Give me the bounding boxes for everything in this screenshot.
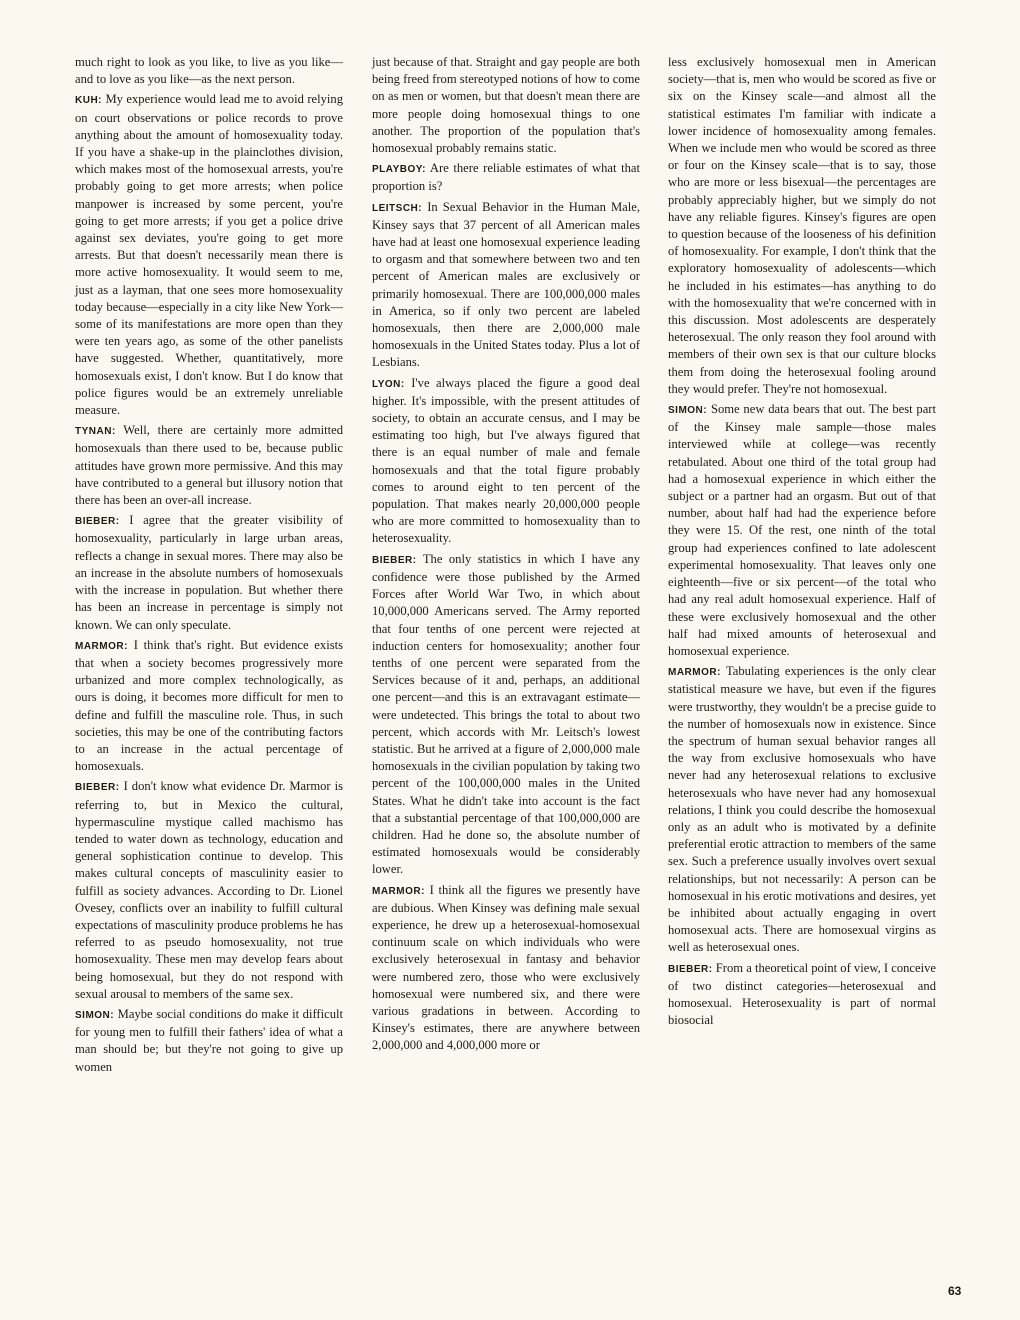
paragraph-text: just because of that. Straight and gay people are both being freed from stereotyped notions of how to come on as men or women, but that doesn't mean there are more people doing homosexual things to one another. The proportion of the population that's homosexual probably remains static. [372,55,640,156]
speaker-label: MARMOR: [75,640,128,652]
speaker-label: TYNAN: [75,426,116,438]
paragraph [75,422,343,509]
paragraph-text: In Sexual Behavior in the Human Male, Kinsey says that 37 percent of all American males have had at least one homosexual experience leading to orgasm and that somewhere between two and ten percent of American males are exclusively or primarily homosexual. There are 100,000,000 males in America, so if only two percent are labeled homosexuals, then there are 2,000,000 male homosexuals in the United States today. Plus a lot of Lesbians. [372,199,640,370]
paragraph [372,160,640,195]
text-column-left [75,54,343,1079]
paragraph-text: From a theoretical point of view, I conceive of two distinct categories—heterosexual and homosexual. Heterosexuality is part of normal biosocial [668,960,936,1028]
paragraph-text: less exclusively homosexual men in American society—that is, men who would be scored as five or six on the Kinsey scale—and almost all the statistical estimates I'm familiar with indicate a lower incidence of homosexuality among females. When we include men who would be scored as three or four on the Kinsey scale—that is to say, those who are more or less bisexual—the percentages are probably appreciably higher, but we simply do not have any reliable figures. Kinsey's figures are open to question because of the looseness of his definition of homosexuality. For example, I don't think that the exploratory homosexuality of adolescents—which he included in his estimates—has anything to do with the homosexuality that we're concerned with in this discussion. Most adolescents are desperately heterosexual. The only reason they fool around with members of their own sex is that our culture blocks them from doing the heterosexual fooling around they would prefer. They're not homosexual. [668,55,936,396]
paragraph-text: My experience would lead me to avoid relying on court observations or police records to prove anything about the amount of homosexuality today. If you have a shake-up in the plainclothes division, which makes most of the homosexual arrests, you're probably going to get more arrests; when police manpower is increased by some percent, you're going to get more arrests; if you get a police drive against sex deviates, you're going to get more arrests. But that doesn't necessarily mean there is more active homosexuality. It would seem to me, just as a layman, that one sees more homosexuality today because—especially in a city like New York—some of its manifestations are more open than they were ten years ago, as some of the other panelists have suggested. Whether, quantitatively, more homosexuals exist, I don't know. But I do know that police figures would be an extremely unreliable measure. [75,92,344,418]
paragraph-text: Tabulating experiences is the only clear statistical measure we have, but even if the figures were trustworthy, they wouldn't be a precise guide to the number of homosexuals now in existence. Since the spectrum of human sexual behavior ranges all the way from exclusive homosexuals who have never had any heterosexual relations to exclusive heterosexuals who have never had any homosexual relations, I think you could describe the homosexual only as an adult who is motivated by a definite preferential erotic attraction to members of the same sex. Such a preference usually involves overt sexual relationships, but not necessarily: A person can be homosexual in his erotic motivations and desires, yet be inhibited about actually engaging in overt homosexual acts. There are homosexual virgins as well as heterosexual ones. [668,664,936,955]
paragraph [372,882,640,1055]
paragraph-text: I think that's right. But evidence exists that when a society becomes progressively more urbanized and more complex technologically, as ours is doing, it becomes more difficult for men to define and fulfill the masculine role. Thus, in such societies, this may be one of the contributing factors to an increase in the actual percentage of homosexuals. [75,637,343,774]
paragraph [372,551,640,879]
paragraph [372,54,640,157]
paragraph-text: Are there reliable estimates of what that proportion is? [372,161,640,194]
paragraph [372,199,640,372]
paragraph [668,960,936,1030]
paragraph-text: much right to look as you like, to live as you like—and to love as you like—as the next person. [75,55,343,87]
speaker-label: MARMOR: [668,667,721,679]
paragraph [668,54,936,398]
speaker-label: PLAYBOY: [372,164,427,176]
paragraph-text: I agree that the greater visibility of homosexuality, particularly in large urban areas, reflects a change in sexual mores. There may also be an increase in the absolute numbers of homosexuals with the increase in population. But whether there has been an increase in percentage is simply not known. We can only speculate. [75,513,344,632]
paragraph-text: I think all the figures we presently have are dubious. When Kinsey was defining male sexual experience, he drew up a heterosexual-homosexual continuum scale on which individuals who were exclusively heterosexual in fantasy and behavior were numbered zero, those who were exclusively homosexual were numbered six, and there were various gradations in between. According to Kinsey's estimates, there are anywhere between 2,000,000 and 4,000,000 more or [372,882,641,1053]
paragraph-text: Some new data bears that out. The best part of the Kinsey male sample—those males interviewed while at college—was recently retabulated. About one third of the total group had had a homosexual experience in which either the subject or a partner had an orgasm. But out of that number, about half had had the experience before they were 15. Of the rest, one ninth of the total group had experiences confined to late adolescent experimental homosexuality. That leaves only one eighteenth—five or six percent—of the total who had any real adult homosexual experience. Half of these were exclusively homosexual and the other half had mixed amounts of heterosexual and homosexual experience. [668,402,937,658]
paragraph [668,663,936,956]
paragraph [75,54,343,88]
paragraph [75,1006,343,1076]
paragraph-text: Well, there are certainly more admitted homosexuals than there used to be, because public attitudes have grown more permissive. And this may have contributed to a general but illusory notion that there has been an over-all increase. [75,423,344,508]
paragraph-text: I don't know what evidence Dr. Marmor is referring to, but in Mexico the cultural, hypermasculine mystique called machismo has tended to water down as technology, education and general sophistication continue to develop. This makes cultural concepts of masculinity easier to fulfill as society advances. According to Dr. Lionel Ovesey, conflicts over an inability to fulfill cultural expectations of masculinity produce problems he has referred to as pseudo homosexuality, not true homosexuality. These men may develop fears about being homosexual, but they do not respond with sexual arousal to members of the same sex. [75,779,344,1001]
speaker-label: SIMON: [668,405,708,417]
paragraph [75,778,343,1003]
speaker-label: BIEBER: [372,554,417,566]
speaker-label: LYON: [372,378,405,390]
speaker-label: BIEBER: [75,516,120,528]
paragraph [75,637,343,776]
paragraph [75,91,343,419]
page-number: 63 [948,1284,962,1298]
paragraph [372,375,640,548]
paragraph-text: I've always placed the figure a good deal higher. It's impossible, with the present attitudes of society, to obtain an accurate census, and I may be estimating too high, but I've always figured that there is an equal number of male and female homosexuals and that the total figure probably comes to around eight to ten percent of the population. That makes nearly 20,000,000 people who are more committed to homosexuality than to heterosexuality. [372,375,640,546]
text-column-middle [372,54,640,1058]
text-column-right [668,54,936,1032]
paragraph [75,512,343,633]
speaker-label: MARMOR: [372,885,425,897]
speaker-label: SIMON: [75,1009,115,1021]
paragraph-text: Maybe social conditions do make it difficult for young men to fulfill their fathers' idea of what a man should be; but they're not going to give up women [75,1006,343,1074]
speaker-label: BIEBER: [75,782,120,794]
paragraph [668,401,936,660]
speaker-label: KUH: [75,95,102,107]
speaker-label: LEITSCH: [372,202,423,214]
speaker-label: BIEBER: [668,963,713,975]
paragraph-text: The only statistics in which I have any confidence were those published by the Armed Forces after World War Two, in which about 10,000,000 Americans served. The Army reported that four tenths of one percent were rejected at induction centers for homosexuality; another four tenths of one percent were separated from the Services because of it and, perhaps, an additional one percent—and this is an extravagant estimate—were undetected. This brings the total to about two percent, which accords with Mr. Leitsch's lowest statistic. But he arrived at a figure of 2,000,000 male homosexuals in the civilian population by taking two percent of the 100,000,000 males in the United States. What he didn't take into account is the fact that a substantial percentage of that 100,000,000 are children. Had he done so, the absolute number of estimated homosexuals would be considerably lower. [372,551,641,877]
